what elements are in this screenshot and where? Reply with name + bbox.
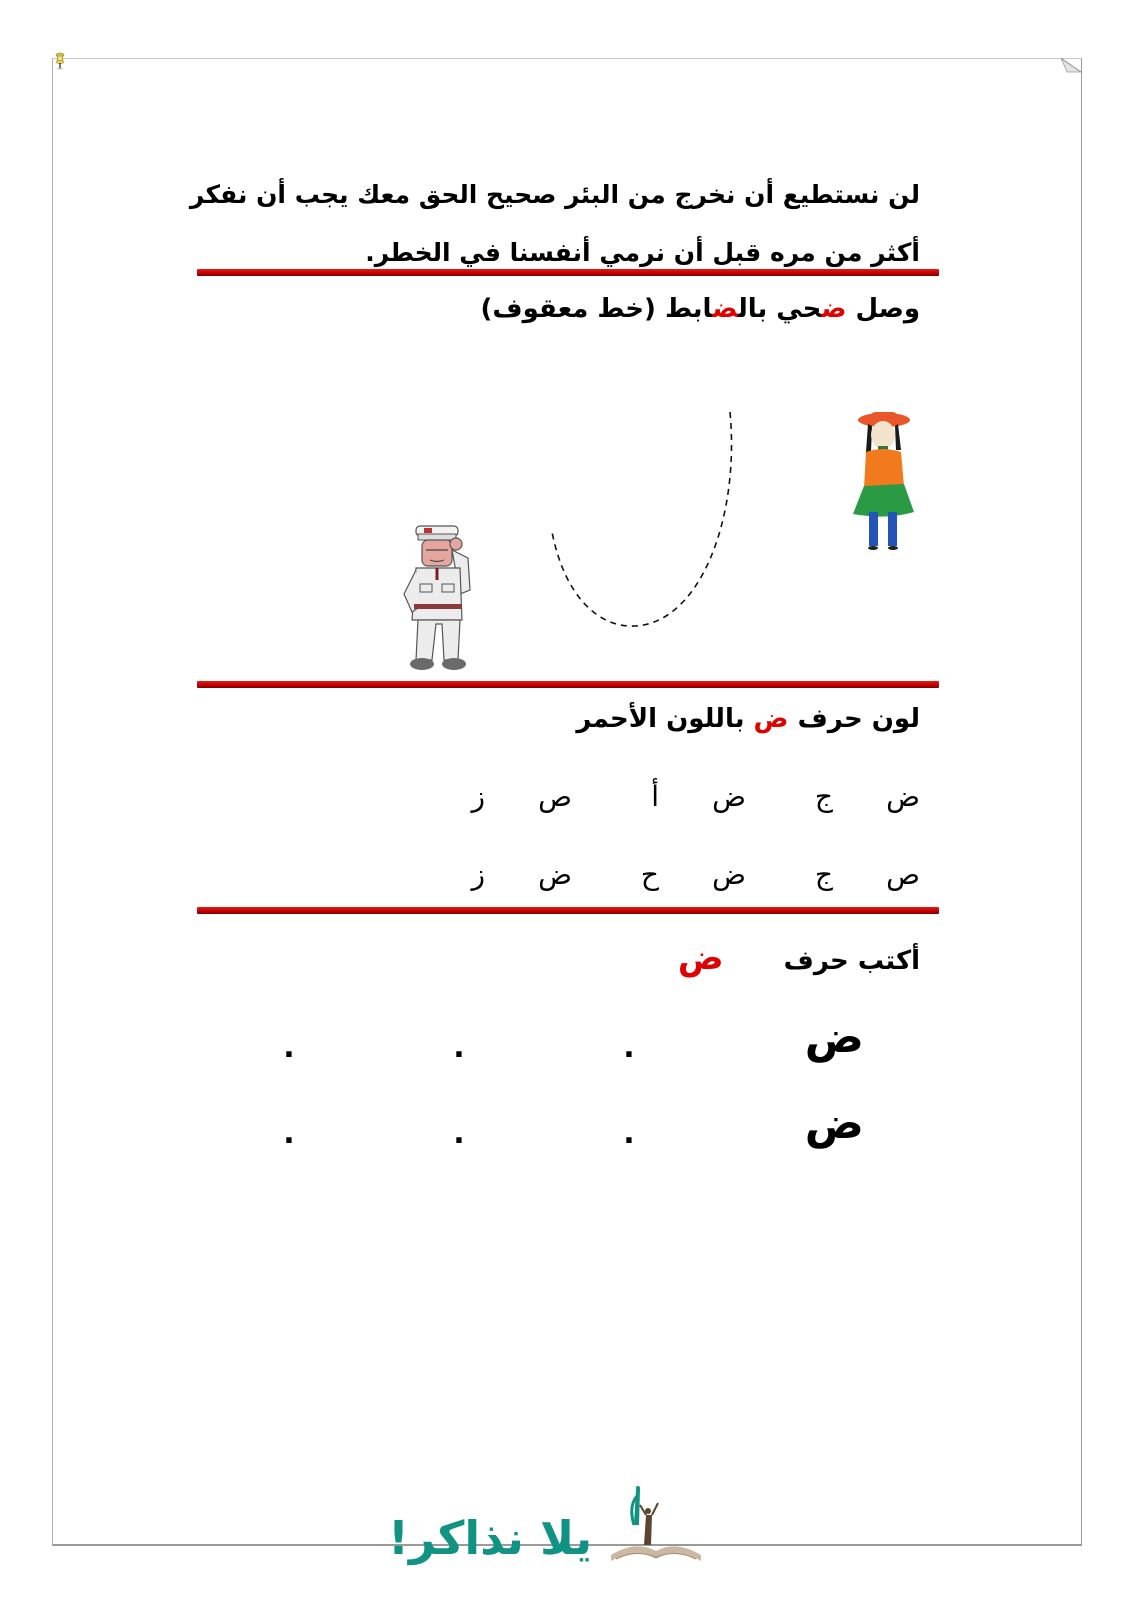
color-heading: لون حرف ض باللون الأحمر (576, 704, 920, 734)
highlight-letter: ض (821, 294, 847, 324)
letters-row-1 (398, 780, 920, 813)
section-divider-1 (197, 269, 939, 276)
story-line-1: لن نستطيع أن نخرج من البئر صحيح الحق معك يجب أن نفكر (189, 180, 920, 209)
highlight-letter: ض (677, 938, 724, 978)
highlight-letter: ض (712, 294, 738, 324)
letter-cell[interactable]: ج (814, 858, 833, 891)
story-line-2: أكثر من مره قبل أن نرمي أنفسنا في الخطر. (365, 238, 920, 267)
logo-emblem-icon (606, 1485, 706, 1565)
letter-cell[interactable]: ح (640, 858, 659, 891)
trace-row-2 (204, 1098, 864, 1149)
letter-cell[interactable]: ص (538, 780, 572, 813)
connect-heading: وصل ضحي بالضابط (خط معقوف) (480, 294, 920, 324)
section-divider-2 (197, 681, 939, 688)
trace-dot[interactable]: . (283, 1030, 295, 1065)
letter-cell[interactable]: ز (471, 780, 485, 813)
trace-dot[interactable]: . (453, 1116, 465, 1151)
story-paragraph (180, 166, 920, 282)
letter-cell[interactable]: ض (886, 780, 920, 813)
dashed-curve-guide[interactable] (540, 408, 750, 638)
trace-dot[interactable]: . (623, 1030, 635, 1065)
letter-cell[interactable]: ج (814, 780, 833, 813)
girl-illustration (848, 408, 918, 553)
officer-illustration (396, 520, 488, 675)
write-heading: أكتب حرفض (677, 938, 920, 978)
footer-logo (388, 1485, 706, 1565)
letter-cell[interactable]: أ (651, 780, 659, 813)
letter-cell[interactable]: ص (886, 858, 920, 891)
trace-dot[interactable]: . (283, 1116, 295, 1151)
logo-text: يلا نذاكر! (388, 1511, 593, 1565)
model-letter: ض (804, 1098, 864, 1149)
letters-row-2 (398, 858, 920, 891)
pushpin-icon (54, 52, 66, 72)
letter-cell[interactable]: ض (712, 858, 746, 891)
trace-dot[interactable]: . (453, 1030, 465, 1065)
model-letter: ض (804, 1012, 864, 1063)
trace-row-1 (204, 1012, 864, 1063)
page-curl-icon (1061, 58, 1083, 74)
highlight-letter: ض (753, 704, 789, 734)
letter-cell[interactable]: ض (538, 858, 572, 891)
letter-cell[interactable]: ز (471, 858, 485, 891)
letter-cell[interactable]: ض (712, 780, 746, 813)
section-divider-3 (197, 907, 939, 914)
trace-dot[interactable]: . (623, 1116, 635, 1151)
